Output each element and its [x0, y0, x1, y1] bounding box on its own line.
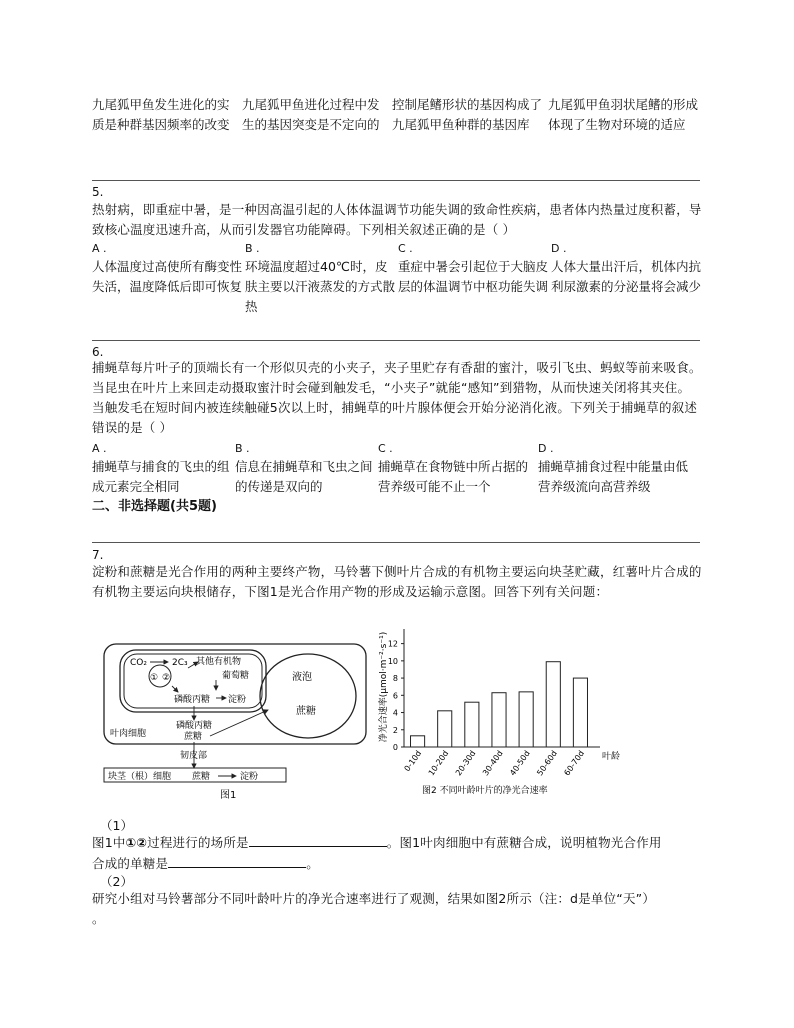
arrow: [172, 686, 178, 692]
sub-question-1-text: 图1中: [92, 835, 126, 850]
figure-1-diagram: [100, 640, 370, 802]
q5-number: 5.: [92, 185, 104, 199]
option-text: 捕蝇草在食物链中所占据的营养级可能不止一个: [378, 459, 529, 494]
bar: [546, 662, 560, 747]
starch-chloroplast-label: 淀粉: [228, 695, 247, 705]
divider: [92, 542, 700, 543]
option-letter: D .: [551, 242, 567, 255]
option-letter: B .: [235, 442, 250, 455]
x-axis-label: 叶龄: [602, 752, 621, 762]
sub-question-2-end: 。: [92, 911, 105, 926]
step-2-label: ②: [162, 673, 171, 683]
q6-option-b[interactable]: [235, 440, 375, 497]
option-text: 重症中暑会引起位于大脑皮层的体温调节中枢功能失调: [398, 259, 549, 294]
q6-option-a[interactable]: [92, 440, 232, 497]
x-tick-label: 40-50d: [508, 748, 532, 778]
option-letter: A .: [92, 442, 107, 455]
q5-option-d[interactable]: [551, 240, 701, 297]
q6-option-d[interactable]: [538, 440, 700, 497]
q4-option-b: 九尾狐甲鱼进化过程中发生的基因突变是不定向的: [242, 97, 380, 132]
figure-2-caption: 图2 不同叶龄叶片的净光合速率: [422, 786, 548, 796]
triose-phosphate-chloroplast-label: 磷酸丙糖: [174, 695, 211, 705]
triose-phosphate-cytosol-label: 磷酸丙糖: [176, 721, 213, 731]
option-text: 人体大量出汗后，机体内抗利尿激素的分泌量将会减少: [551, 259, 702, 294]
co2-label: CO₂: [130, 658, 147, 668]
y-tick-label: 4: [392, 708, 398, 718]
divider: [92, 180, 700, 181]
y-axis-label: 净光合速率(μmol·m⁻²·s⁻¹): [379, 631, 389, 743]
step-numbers: ①②: [125, 835, 148, 850]
arrow: [210, 710, 268, 736]
y-tick-label: 10: [387, 656, 398, 666]
x-tick-label: 10-20d: [426, 748, 451, 778]
mesophyll-label: 叶肉细胞: [110, 729, 147, 739]
sucrose-cytosol-label: 蔗糖: [184, 732, 203, 742]
sub-question-2-number: （2）: [100, 874, 133, 889]
bar: [492, 693, 506, 747]
other-organics-label: 其他有机物: [196, 657, 242, 667]
option-letter: C .: [378, 442, 393, 455]
bar: [411, 736, 425, 747]
option-text: 信息在捕蝇草和飞虫之间的传递是双向的: [235, 459, 373, 494]
divider: [92, 340, 700, 341]
x-tick-label: 0-10d: [402, 748, 424, 774]
option-text: 捕蝇草与捕食的飞虫的组成元素完全相同: [92, 459, 230, 494]
q4-option-d: 九尾狐甲鱼羽状尾鳍的形成体现了生物对环境的适应: [548, 97, 699, 132]
bar: [438, 711, 452, 747]
vacuole-sucrose-label: 蔗糖: [296, 706, 316, 717]
sub-question-1-text: 。图1叶肉细胞中有蔗糖合成，说明植物光合作用: [386, 835, 662, 850]
y-tick-label: 12: [387, 639, 398, 649]
x-tick-label: 50-60d: [535, 748, 559, 778]
x-tick-label: 20-30d: [453, 748, 478, 778]
sub-question-2: [92, 889, 704, 929]
sucrose-tuber-label: 蔗糖: [192, 772, 211, 782]
option-letter: A .: [92, 242, 107, 255]
bar: [519, 692, 533, 747]
q5-option-c[interactable]: [398, 240, 548, 297]
q7-stem: 淀粉和蔗糖是光合作用的两种主要终产物，马铃薯下侧叶片合成的有机物主要运向块茎贮藏，红薯叶片合成的有机物主要运向块根储存，下图1是光合作用产物的形成及运输示意图。回答下列有关问题：: [92, 564, 702, 599]
q7-number: 7.: [92, 548, 104, 562]
option-text: 环境温度超过40℃时，皮肤主要以汗液蒸发的方式散热: [245, 259, 396, 314]
x-tick-label: 60-70d: [562, 748, 587, 778]
phloem-label: 韧皮部: [180, 751, 208, 761]
q6-stem: 捕蝇草每片叶子的顶端长有一个形似贝壳的小夹子，夹子里贮存有香甜的蜜汁，吸引飞虫、蚂蚁等前来吸食。当昆虫在叶片上来回走动摄取蜜汁时会碰到触发毛，“小夹子”就能“感知”到猎物，从而快速关闭将其夹住。当触发毛在短时间内被连续触碰5次以上时，捕蝇草的叶片腺体便会开始分泌消化液。下列关于捕蝇草的叙述错误的是（ ）: [92, 360, 702, 435]
bar: [573, 678, 587, 747]
answer-blank-1[interactable]: [249, 832, 387, 847]
q5-stem: 热射病，即重症中暑，是一种因高温引起的人体体温调节功能失调的致命性疾病，患者体内热量过度积蓄，导致核心温度迅速升高，从而引发器官功能障碍。下列相关叙述正确的是（ ）: [92, 202, 702, 237]
starch-tuber-label: 淀粉: [240, 772, 259, 782]
tuber-cell-label: 块茎（根）细胞: [108, 772, 172, 782]
step-1-label: ①: [150, 673, 159, 683]
glucose-label: 葡萄糖: [222, 671, 250, 681]
sub-question-1-text: 合成的单糖是: [92, 856, 169, 871]
figure-2-chart: [372, 625, 642, 800]
option-letter: C .: [398, 242, 413, 255]
q6-option-c[interactable]: [378, 440, 533, 497]
y-tick-label: 8: [392, 674, 398, 684]
sub-question-1: [92, 832, 704, 874]
bar: [465, 702, 479, 747]
sub-question-2-text: 研究小组对马铃薯部分不同叶龄叶片的净光合速率进行了观测，结果如图2所示（注：d是单位“天”）: [92, 891, 656, 906]
x-tick-label: 30-40d: [481, 748, 505, 778]
option-text: 捕蝇草捕食过程中能量由低营养级流向高营养级: [538, 459, 689, 494]
q6-number: 6.: [92, 345, 104, 359]
y-tick-label: 6: [392, 691, 398, 701]
option-letter: B .: [245, 242, 260, 255]
y-tick-label: 0: [392, 743, 398, 752]
answer-blank-2[interactable]: [168, 853, 306, 868]
sub-question-1-text: 过程进行的场所是: [147, 835, 249, 850]
c3-label: 2C₃: [172, 658, 188, 668]
q5-option-b[interactable]: [245, 240, 395, 317]
q5-option-a[interactable]: [92, 240, 242, 297]
vacuole-label: 液泡: [292, 672, 312, 683]
vacuole: [260, 654, 356, 738]
sub-question-1-number: （1）: [100, 818, 133, 833]
figure-1-caption: 图1: [220, 790, 237, 801]
sub-question-1-text: 。: [306, 856, 319, 871]
option-text: 人体温度过高使所有酶变性失活，温度降低后即可恢复: [92, 259, 243, 294]
q4-option-a: 九尾狐甲鱼发生进化的实质是种群基因频率的改变: [92, 97, 230, 132]
section-heading: 二、非选择题(共5题): [92, 499, 217, 514]
q4-option-c: 控制尾鳍形状的基因构成了九尾狐甲鱼种群的基因库: [392, 97, 543, 132]
option-letter: D .: [538, 442, 554, 455]
y-tick-label: 2: [392, 725, 398, 735]
